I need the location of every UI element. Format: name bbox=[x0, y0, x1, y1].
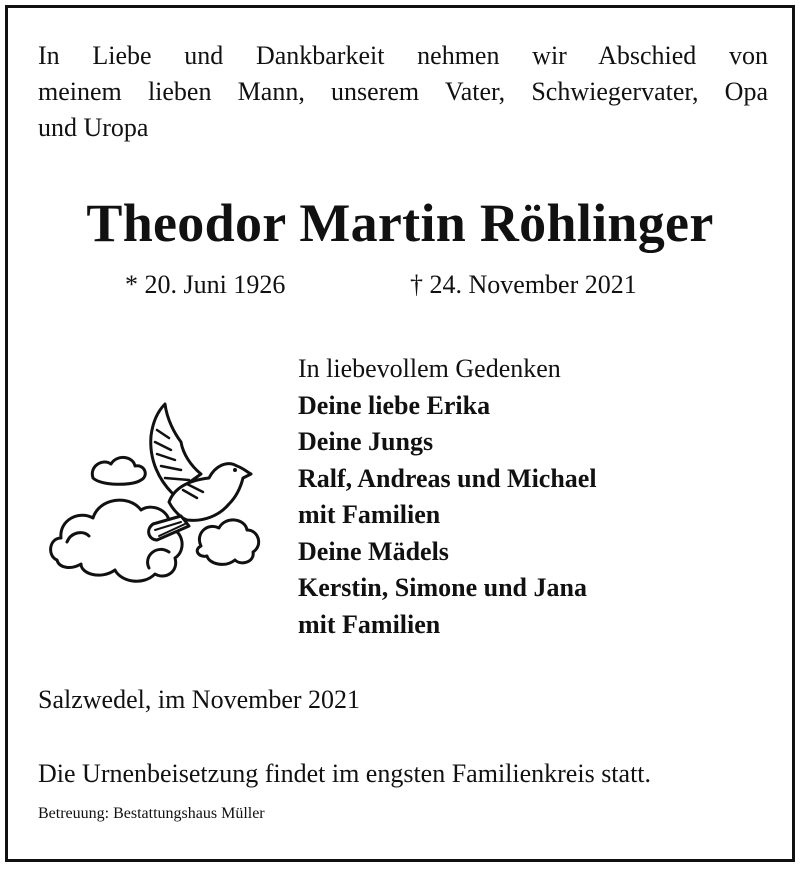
mourner-line: Deine liebe Erika bbox=[298, 390, 491, 420]
intro-line-1: In Liebe und Dankbarkeit nehmen wir Abschied von bbox=[38, 41, 768, 70]
birth-date: * 20. Juni 1926 bbox=[125, 270, 286, 299]
undertaker-credit: Betreuung: Bestattungshaus Müller bbox=[38, 805, 265, 822]
mourner-line: mit Familien bbox=[298, 500, 441, 529]
mourner-line: Deine Mädels bbox=[298, 536, 449, 566]
deceased-name: Theodor Martin Röhlinger bbox=[86, 193, 714, 253]
dove-on-clouds-icon bbox=[41, 390, 265, 590]
mourner-line: Kerstin, Simone und Jana bbox=[298, 573, 587, 602]
intro-line-2: meinem lieben Mann, unserem Vater, Schwiegervater, Opa bbox=[38, 77, 768, 106]
intro-line-3: und Uropa bbox=[38, 113, 149, 142]
obituary-notice bbox=[5, 5, 795, 862]
mourners-list bbox=[298, 351, 597, 643]
burial-note: Die Urnenbeisetzung findet im engsten Familienkreis statt. bbox=[38, 759, 652, 788]
mourner-line: mit Familien bbox=[298, 609, 441, 639]
intro-text bbox=[38, 38, 768, 146]
place-date: Salzwedel, im November 2021 bbox=[38, 685, 361, 714]
death-date: † 24. November 2021 bbox=[410, 270, 637, 299]
mourner-line: Deine Jungs bbox=[298, 427, 434, 456]
mourners-heading: In liebevollem Gedenken bbox=[298, 354, 561, 383]
mourner-line: Ralf, Andreas und Michael bbox=[298, 463, 597, 493]
